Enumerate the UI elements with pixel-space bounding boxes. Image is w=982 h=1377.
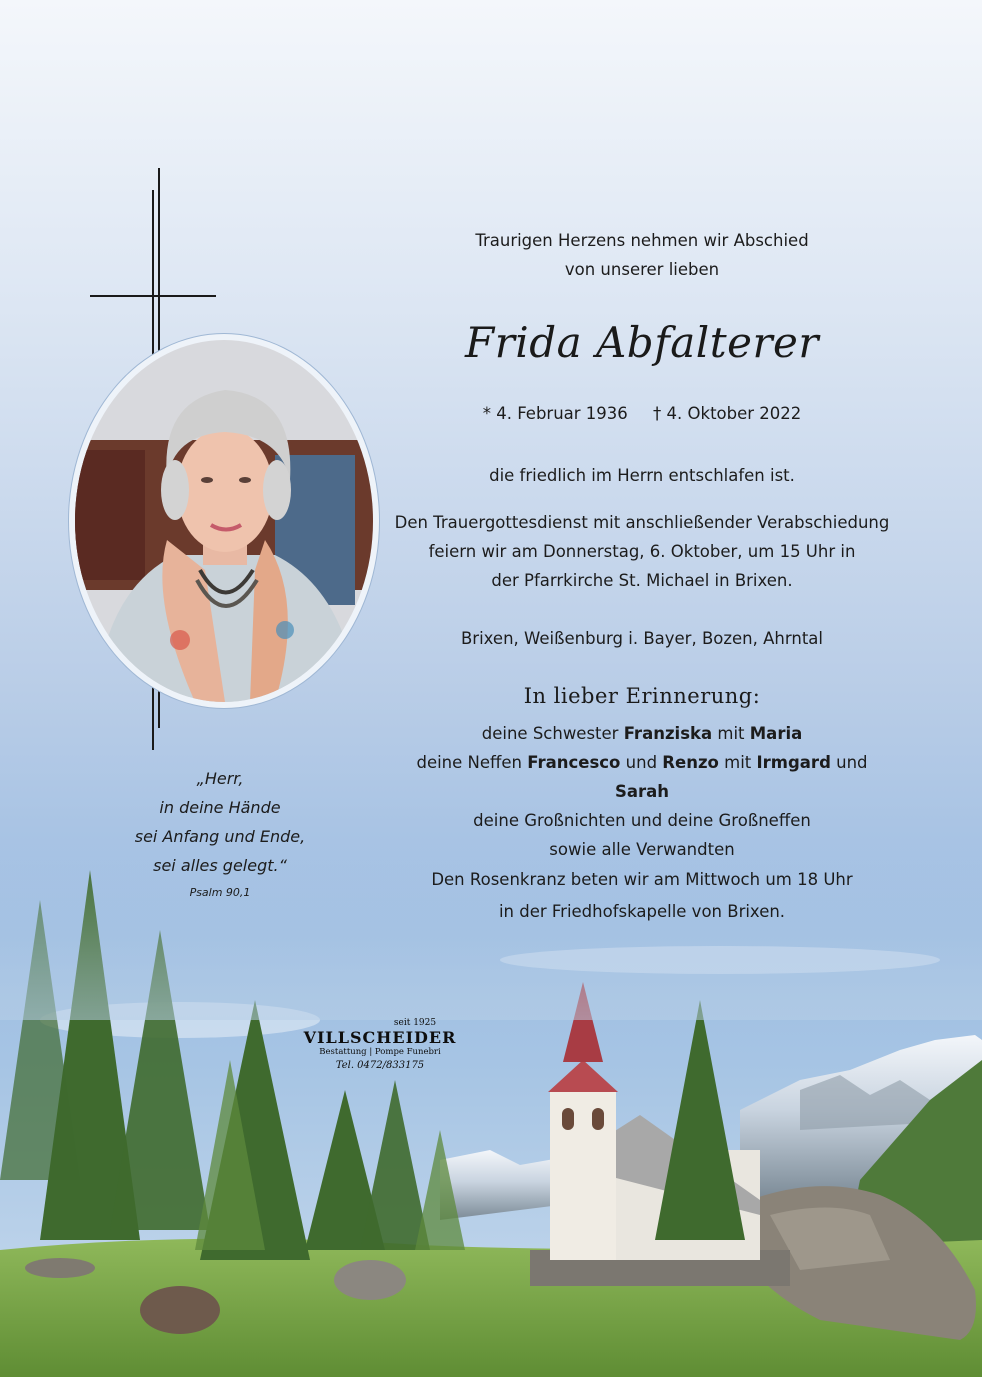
mourners-list: [392, 719, 892, 864]
portrait-photo: [75, 340, 373, 702]
mourner-name: Franziska: [623, 724, 713, 743]
intro-line-2: von unserer lieben: [564, 260, 720, 279]
funeral-home-logo: [300, 1018, 460, 1071]
mourners-line-4: sowie alle Verwandten: [549, 840, 735, 859]
service-line-3: der Pfarrkirche St. Michael in Brixen.: [491, 571, 793, 590]
service-text: [392, 508, 892, 595]
intro-line-1: Traurigen Herzens nehmen wir Abschied: [475, 231, 809, 250]
text-fragment: mit: [712, 724, 750, 743]
birth-date: * 4. Februar 1936: [482, 404, 628, 423]
mourners-line-3: deine Großnichten und deine Großneffen: [473, 811, 811, 830]
quote-line-3: sei Anfang und Ende,: [134, 827, 306, 846]
text-fragment: und: [620, 753, 663, 772]
logo-subtitle: Bestattung | Pompe Funebri: [319, 1047, 441, 1057]
service-line-2: feiern wir am Donnerstag, 6. Oktober, um 15 Uhr in: [428, 542, 856, 561]
text-fragment: deine Neffen: [416, 753, 528, 772]
passing-line: die friedlich im Herrn entschlafen ist.: [489, 466, 795, 485]
mourner-name: Maria: [749, 724, 803, 743]
intro-text: [392, 226, 892, 284]
text-fragment: und: [830, 753, 868, 772]
psalm-quote: [110, 764, 330, 899]
logo-brand: VILLSCHEIDER: [303, 1028, 457, 1047]
places-text: [392, 624, 892, 653]
text-fragment: mit: [718, 753, 757, 772]
quote-source: Psalm 90,1: [189, 886, 251, 899]
logo-phone: Tel. 0472/833175: [335, 1060, 425, 1071]
mourner-name: Sarah: [614, 782, 670, 801]
quote-line-1: „Herr,: [196, 769, 244, 788]
quote-line-2: in deine Hände: [159, 798, 281, 817]
mourner-name: Francesco: [527, 753, 621, 772]
mourner-name: Irmgard: [756, 753, 831, 772]
cross-horizontal-line: [90, 295, 216, 297]
deceased-name: Frida Abfalterer: [465, 318, 819, 367]
service-line-1: Den Trauergottesdienst mit anschließender Verabschiedung: [394, 513, 890, 532]
rosary-line-2: in der Friedhofskapelle von Brixen.: [498, 902, 786, 921]
text-fragment: deine Schwester: [481, 724, 624, 743]
memory-heading: In lieber Erinnerung:: [523, 684, 761, 708]
logo-since: seit 1925: [393, 1018, 437, 1028]
places-line: Brixen, Weißenburg i. Bayer, Bozen, Ahrntal: [460, 629, 823, 648]
rosary-text: [392, 864, 892, 928]
mourners-line-2: [392, 748, 892, 806]
rosary-line-1: Den Rosenkranz beten wir am Mittwoch um 18 Uhr: [431, 870, 853, 889]
mourners-line-1: [392, 719, 892, 748]
mourner-name: Renzo: [662, 753, 719, 772]
death-date: † 4. Oktober 2022: [653, 404, 802, 423]
quote-line-4: sei alles gelegt.“: [153, 856, 287, 875]
passing-text: [392, 461, 892, 490]
life-dates: [392, 404, 892, 423]
